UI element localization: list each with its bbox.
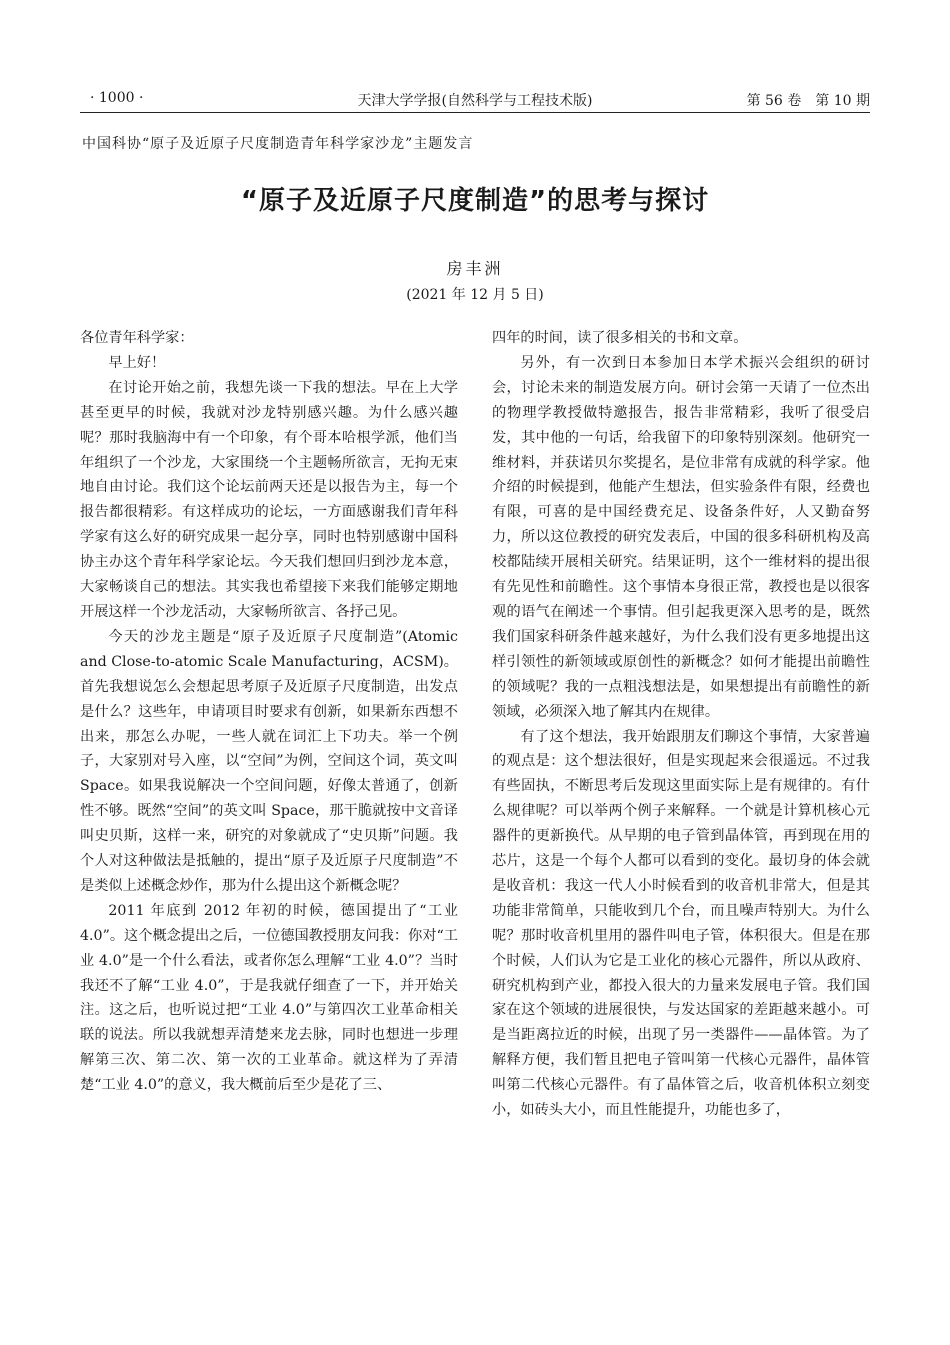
section-label: 中国科协“原子及近原子尺度制造青年科学家沙龙”主题发言 <box>82 136 474 152</box>
article-title: “原子及近原子尺度制造”的思考与探讨 <box>240 186 710 216</box>
volume-issue: 第 56 卷 第 10 期 <box>746 93 870 109</box>
speech-date: (2021 年 12 月 5 日) <box>406 287 544 303</box>
paragraph-continuation: 四年的时间，读了很多相关的书和文章。 <box>492 330 748 346</box>
salutation: 各位青年科学家： <box>80 330 194 346</box>
author-name: 房丰洲 <box>446 259 504 278</box>
paragraph: 2011 年底到 2012 年初的时候，德国提出了“工业 4.0”。这个概念提出之后，一位德国教授朋友问我：你对“工业 4.0”是一个什么看法，或者你怎么理解“工业 4.0”？当时我还不了解“工业 4.0”，于是我就仔细查了一下，并开始关注。这之后，也听说过把“工业 4.0”与第四次工业革命相关联的说法。所以我就想弄清楚来龙去脉，同时也想进一步理解第三次、第二次、第一次的工业革命。就这样为了弄清楚“工业 4.0”的意义，我大概前后至少是花了三、 <box>80 902 458 1094</box>
greeting: 早上好！ <box>108 354 166 371</box>
running-header <box>80 86 870 113</box>
paragraph: 另外，有一次到日本参加日本学术振兴会组织的研讨会，讨论未来的制造发展方向。研讨会第一天请了一位杰出的物理学教授做特邀报告，报告非常精彩，我听了很受启发，其中他的一句话，给我留下的印象特别深刻。他研究一维材料，并获诺贝尔奖提名，是位非常有成就的科学家。他介绍的时候提到，他能产生想法，但实验条件有限，经费也有限，可喜的是中国经费充足、设备条件好，人又勤奋努力，所以这位教授的研究发表后，中国的很多科研机构及高校都陆续开展相关研究。结果证明，这个一维材料的提出很有先见性和前瞻性。这个事情本身很正常，教授也是以很客观的语气在阐述一个事情。但引起我更深入思考的是，既然我们国家科研条件越来越好，为什么我们没有更多地提出这样引领性的新领域或原创性的新概念？如何才能提出前瞻性的领域呢？我的一点粗浅想法是，如果想提出有前瞻性的新领域，必须深入地了解其内在规律。 <box>492 354 870 720</box>
journal-name: 天津大学学报(自然科学与工程技术版) <box>357 93 593 109</box>
right-column <box>492 326 870 1326</box>
left-column <box>80 326 458 1326</box>
paragraph: 今天的沙龙主题是“原子及近原子尺度制造”(Atomic and Close-to-atomic Scale Manufacturing，ACSM)。首先我想说怎么会想起思考原子及近原子尺度制造，出发点是什么？这些年，申请项目时要求有创新，如果新东西想不出来，那怎么办呢，一些人就在词汇上下功夫。举一个例子，大家别对号入座，以“空间”为例，空间这个词，英文叫 Space。如果我说解决一个空间问题，好像太普通了，创新性不够。既然“空间”的英文叫 Space，那干脆就按中文音译叫史贝斯，这样一来，研究的对象就成了“史贝斯”问题。我个人对这种做法是抵触的，提出“原子及近原子尺度制造”不是类似上述概念炒作，那为什么提出这个新概念呢？ <box>80 628 458 894</box>
page-number: · 1000 · <box>90 90 144 106</box>
paragraph: 在讨论开始之前，我想先谈一下我的想法。早在上大学甚至更早的时候，我就对沙龙特别感兴趣。为什么感兴趣呢？那时我脑海中有一个印象，有个哥本哈根学派，他们当年组织了一个沙龙，大家围绕一个主题畅所欲言，无拘无束地自由讨论。我们这个论坛前两天还是以报告为主，每一个报告都很精彩。有这样成功的论坛，一方面感谢我们青年科学家有这么好的研究成果一起分享，同时也特别感谢中国科协主办这个青年科学家论坛。今天我们想回归到沙龙本意，大家畅谈自己的想法。其实我也希望接下来我们能够定期地开展这样一个沙龙活动，大家畅所欲言、各抒己见。 <box>80 379 458 620</box>
paragraph: 有了这个想法，我开始跟朋友们聊这个事情，大家普遍的观点是：这个想法很好，但是实现起来会很遥远。不过我有些固执，不断思考后发现这里面实际上是有规律的。有什么规律呢？可以举两个例子来解释。一个就是计算机核心元器件的更新换代。从早期的电子管到晶体管，再到现在用的芯片，这是一个每个人都可以看到的变化。最切身的体会就是收音机：我这一代人小时候看到的收音机非常大，但是其功能非常简单，只能收到几个台，而且噪声特别大。为什么呢？那时收音机里用的器件叫电子管，体积很大。但是在那个时候，人们认为它是工业化的核心元器件，所以从政府、研究机构到产业，都投入很大的力量来发展电子管。我们国家在这个领域的进展很快，与发达国家的差距越来越小。可是当距离拉近的时候，出现了另一类器件——晶体管。为了解释方便，我们暂且把电子管叫第一代核心元器件，晶体管叫第二代核心元器件。有了晶体管之后，收音机体积立刻变小，如砖头大小，而且性能提升，功能也多了， <box>492 728 870 1119</box>
